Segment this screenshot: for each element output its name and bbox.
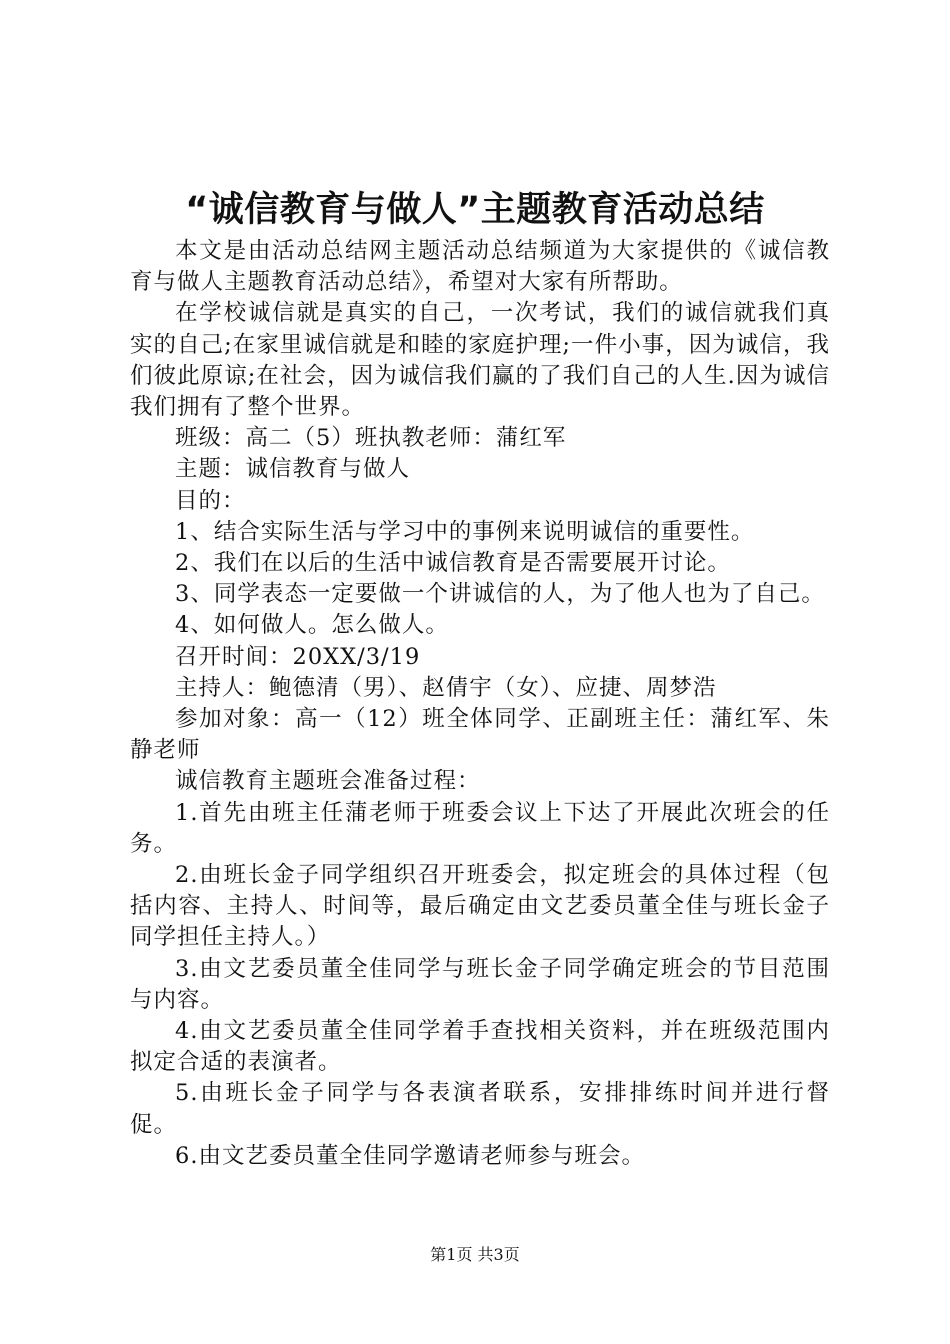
hosts-line: 主持人：鲍德清（男）、赵倩宇（女）、应捷、周梦浩 — [175, 674, 717, 701]
page-number-footer: 第1页 共3页 — [430, 1245, 520, 1264]
preparation-step: 6.由文艺委员董全佳同学邀请老师参与班会。 — [175, 1142, 645, 1169]
class-info: 班级：高二（5）班执教老师：蒲红军 — [175, 425, 567, 452]
document-body — [130, 236, 830, 1172]
preparation-step: 4.由文艺委员董全佳同学着手查找相关资料，并在班级范围内拟定合适的表演者。 — [130, 1018, 830, 1076]
preparation-step: 1.首先由班主任蒲老师于班委会议上下达了开展此次班会的任务。 — [130, 799, 830, 857]
purpose-item: 1、结合实际生活与学习中的事例来说明诚信的重要性。 — [175, 518, 755, 545]
preparation-step: 3.由文艺委员董全佳同学与班长金子同学确定班会的节目范围与内容。 — [130, 955, 830, 1013]
document-title: “诚信教育与做人”主题教育活动总结 — [185, 190, 765, 230]
purpose-item: 4、如何做人。怎么做人。 — [175, 612, 449, 639]
meeting-time: 召开时间：20XX/3/19 — [175, 643, 421, 670]
paragraph-intro: 本文是由活动总结网主题活动总结频道为大家提供的《诚信教育与做人主题教育活动总结》，希望对大家有所帮助。 — [130, 238, 830, 296]
theme-line: 主题：诚信教育与做人 — [175, 456, 411, 483]
participants-line: 参加对象：高一（12）班全体同学、正副班主任：蒲红军、朱静老师 — [130, 706, 830, 764]
preparation-heading: 诚信教育主题班会准备过程： — [175, 768, 481, 795]
preparation-step: 5.由班长金子同学与各表演者联系，安排排练时间并进行督促。 — [130, 1080, 830, 1138]
purpose-heading: 目的： — [175, 487, 246, 514]
preparation-step: 2.由班长金子同学组织召开班委会，拟定班会的具体过程（包括内容、主持人、时间等，最后确定由文艺委员董全佳与班长金子同学担任主持人。） — [130, 862, 830, 951]
purpose-item: 3、同学表态一定要做一个讲诚信的人，为了他人也为了自己。 — [175, 581, 825, 608]
paragraph-honesty: 在学校诚信就是真实的自己，一次考试，我们的诚信就我们真实的自己;在家里诚信就是和睦的家庭护理;一件小事，因为诚信，我们彼此原谅;在社会，因为诚信我们赢的了我们自己的人生.因为诚信我们拥有了整个世界。 — [130, 300, 830, 421]
purpose-item: 2、我们在以后的生活中诚信教育是否需要展开讨论。 — [175, 550, 731, 577]
